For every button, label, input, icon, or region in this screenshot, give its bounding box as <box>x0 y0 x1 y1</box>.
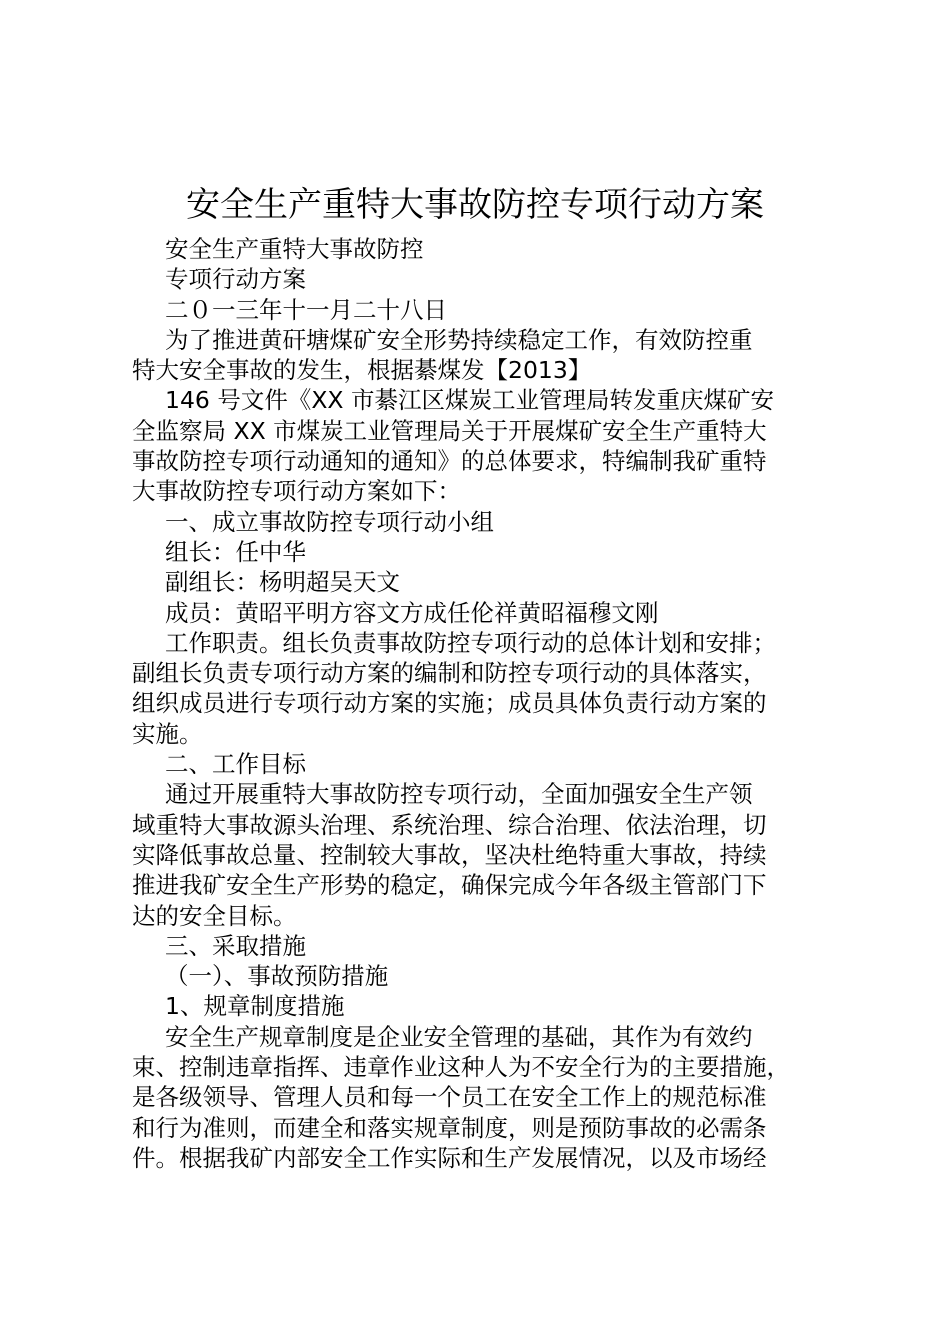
text-line: （一）、事故预防措施 <box>165 962 389 991</box>
text-line: 二０一三年十一月二十八日 <box>165 295 447 324</box>
text-line: 专项行动方案 <box>165 265 306 294</box>
text-line: 组织成员进行专项行动方案的实施；成员具体负责行动方案的 <box>132 689 767 718</box>
text-line: 件。根据我矿内部安全工作实际和生产发展情况，以及市场经 <box>132 1143 767 1172</box>
text-line: 和行为准则，而建全和落实规章制度，则是预防事故的必需条 <box>132 1113 767 1142</box>
document-body <box>132 234 832 1173</box>
text-line: 工作职责。组长负责事故防控专项行动的总体计划和安排； <box>165 628 776 657</box>
text-line: 成员：黄昭平明方容文方成任伦祥黄昭福穆文刚 <box>165 598 659 627</box>
text-line: 组长：任中华 <box>165 537 306 566</box>
text-line: 通过开展重特大事故防控专项行动，全面加强安全生产领 <box>165 780 753 809</box>
text-line: 是各级领导、管理人员和每一个员工在安全工作上的规范标准 <box>132 1083 767 1112</box>
text-line: 为了推进黄矸塘煤矿安全形势持续稳定工作，有效防控重 <box>165 325 753 354</box>
text-line: 安全生产重特大事故防控 <box>165 235 424 263</box>
text-line: 全监察局 XX 市煤炭工业管理局关于开展煤矿安全生产重特大 <box>132 416 767 445</box>
text-line: 三、采取措施 <box>165 931 306 960</box>
text-line: 域重特大事故源头治理、系统治理、综合治理、依法治理，切 <box>132 810 767 839</box>
text-line: 特大安全事故的发生，根据綦煤发【2013】 <box>132 356 592 385</box>
text-line: 大事故防控专项行动方案如下： <box>132 477 461 506</box>
text-line: 事故防控专项行动通知的通知》的总体要求，特编制我矿重特 <box>132 447 767 476</box>
text-line: 146 号文件《XX 市綦江区煤炭工业管理局转发重庆煤矿安 <box>165 386 774 415</box>
text-line: 束、控制违章指挥、违章作业这种人为不安全行为的主要措施， <box>132 1053 790 1082</box>
text-line: 副组长：杨明超吴天文 <box>165 568 400 597</box>
text-line: 达的安全目标。 <box>132 901 297 930</box>
text-line: 副组长负责专项行动方案的编制和防控专项行动的具体落实， <box>132 659 767 688</box>
text-line: 安全生产规章制度是企业安全管理的基础，其作为有效约 <box>165 1022 753 1051</box>
text-line: 推进我矿安全生产形势的稳定，确保完成今年各级主管部门下 <box>132 871 767 900</box>
text-line: 实施。 <box>132 719 203 748</box>
text-line: 一、成立事故防控专项行动小组 <box>165 507 494 536</box>
document-title: 安全生产重特大事故防控专项行动方案 <box>186 185 764 225</box>
text-line: 二、工作目标 <box>165 750 306 779</box>
text-line: 1、规章制度措施 <box>165 992 345 1021</box>
text-line: 实降低事故总量、控制较大事故，坚决杜绝特重大事故，持续 <box>132 840 767 869</box>
